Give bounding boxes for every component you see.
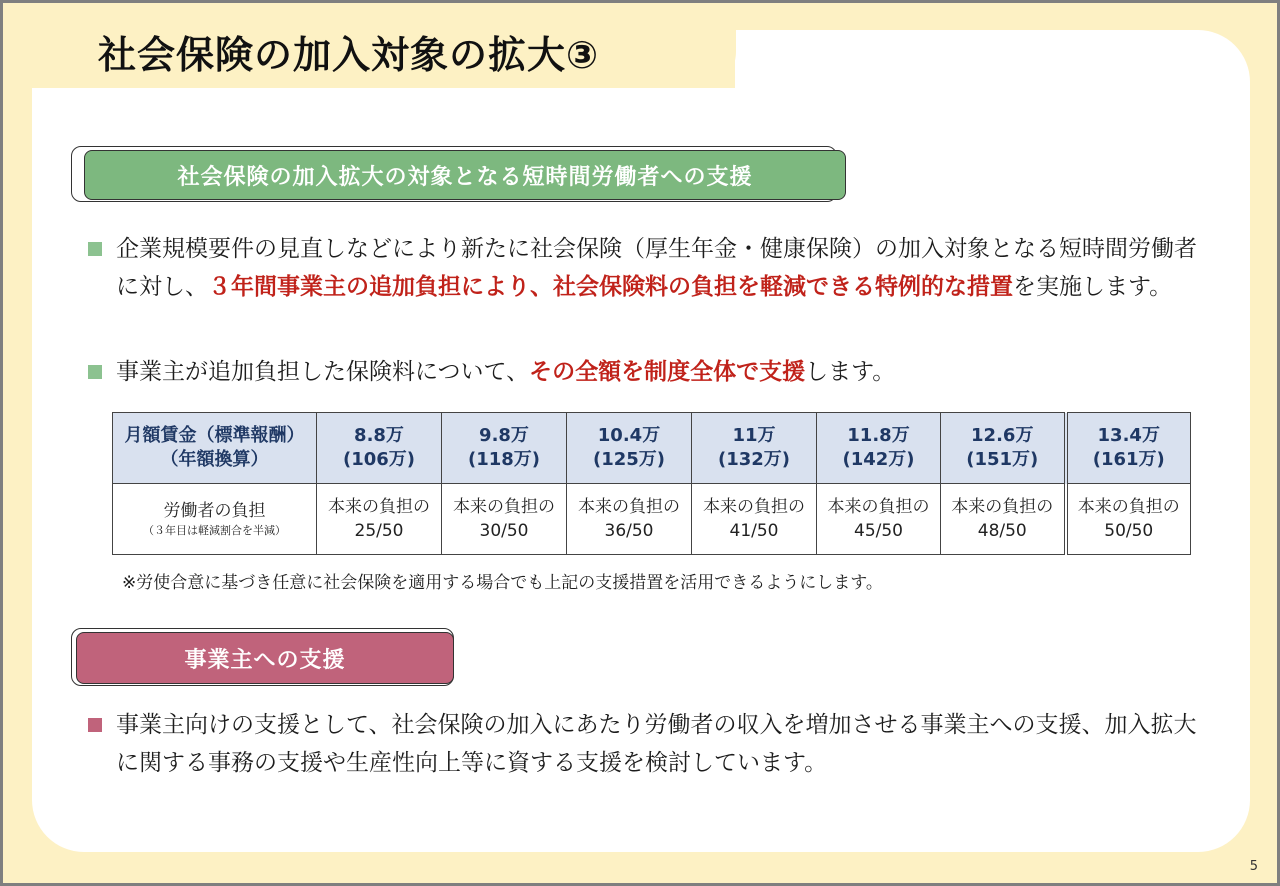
page-number: 5 (1249, 859, 1258, 874)
section-header-label: 事業主への支援 (76, 632, 454, 684)
worker-burden-label: 労働者の負担 (163, 501, 266, 521)
bullet-1-text: 企業規模要件の見直しなどにより新たに社会保険（厚生年金・健康保険）の加入対象となる短時間労働者に対し、 (116, 236, 1197, 300)
table-header-cell: 8.8万 (106万) (317, 413, 442, 484)
table-header-cell: 10.4万 (125万) (567, 413, 692, 484)
table-header-cell: 9.8万 (118万) (442, 413, 567, 484)
bullet-3-text: 事業主向けの支援として、社会保険の加入にあたり労働者の収入を増加させる事業主への支援、加入拡大に関する事務の支援や生産性向上等に資する支援を検討しています。 (116, 712, 1197, 776)
bullet-item-3 (88, 706, 1213, 782)
bullet-2-highlight: その全額を制度全体で支援 (529, 359, 806, 385)
table-cell: 本来の負担の 25/50 (317, 484, 442, 555)
table-cell: 本来の負担の 30/50 (442, 484, 567, 555)
wage-burden-table (112, 412, 1191, 555)
footnote: ※労使合意に基づき任意に社会保険を適用する場合でも上記の支援措置を活用できるようにします。 (122, 573, 883, 593)
table-header-cell: 11万 (132万) (692, 413, 817, 484)
annual-label: （年額換算） (160, 449, 269, 470)
bullet-1-tail: を実施します。 (1013, 274, 1173, 300)
table-row-label (113, 484, 317, 555)
table-cell: 本来の負担の 45/50 (817, 484, 941, 555)
bullet-item-2 (88, 353, 1213, 391)
bullet-square-icon (88, 718, 102, 732)
bullet-square-icon (88, 365, 102, 379)
bullet-1-highlight: ３年間事業主の追加負担により、社会保険料の負担を軽減できる特例的な措置 (208, 274, 1013, 300)
table-header-row (113, 413, 1191, 484)
bullet-2-text: 事業主が追加負担した保険料について、 (116, 359, 530, 385)
table-cell: 本来の負担の 41/50 (692, 484, 817, 555)
table-header-cell: 13.4万 (161万) (1066, 413, 1191, 484)
bullet-square-icon (88, 242, 102, 256)
wage-label: 月額賃金（標準報酬） (124, 425, 305, 446)
table-cell: 本来の負担の 48/50 (941, 484, 1066, 555)
bullet-2-tail: します。 (805, 359, 896, 385)
worker-burden-note: （３年目は軽減割合を半減） (143, 524, 286, 537)
table-cell: 本来の負担の 50/50 (1066, 484, 1191, 555)
table-cell: 本来の負担の 36/50 (567, 484, 692, 555)
table-header-cell: 12.6万 (151万) (941, 413, 1066, 484)
page-title: 社会保険の加入対象の拡大③ (98, 33, 600, 77)
table-row (113, 484, 1191, 555)
table-header-cell: 11.8万 (142万) (817, 413, 941, 484)
section-header-label: 社会保険の加入拡大の対象となる短時間労働者への支援 (84, 150, 846, 200)
bullet-item-1 (88, 230, 1213, 306)
table-header-label (113, 413, 317, 484)
